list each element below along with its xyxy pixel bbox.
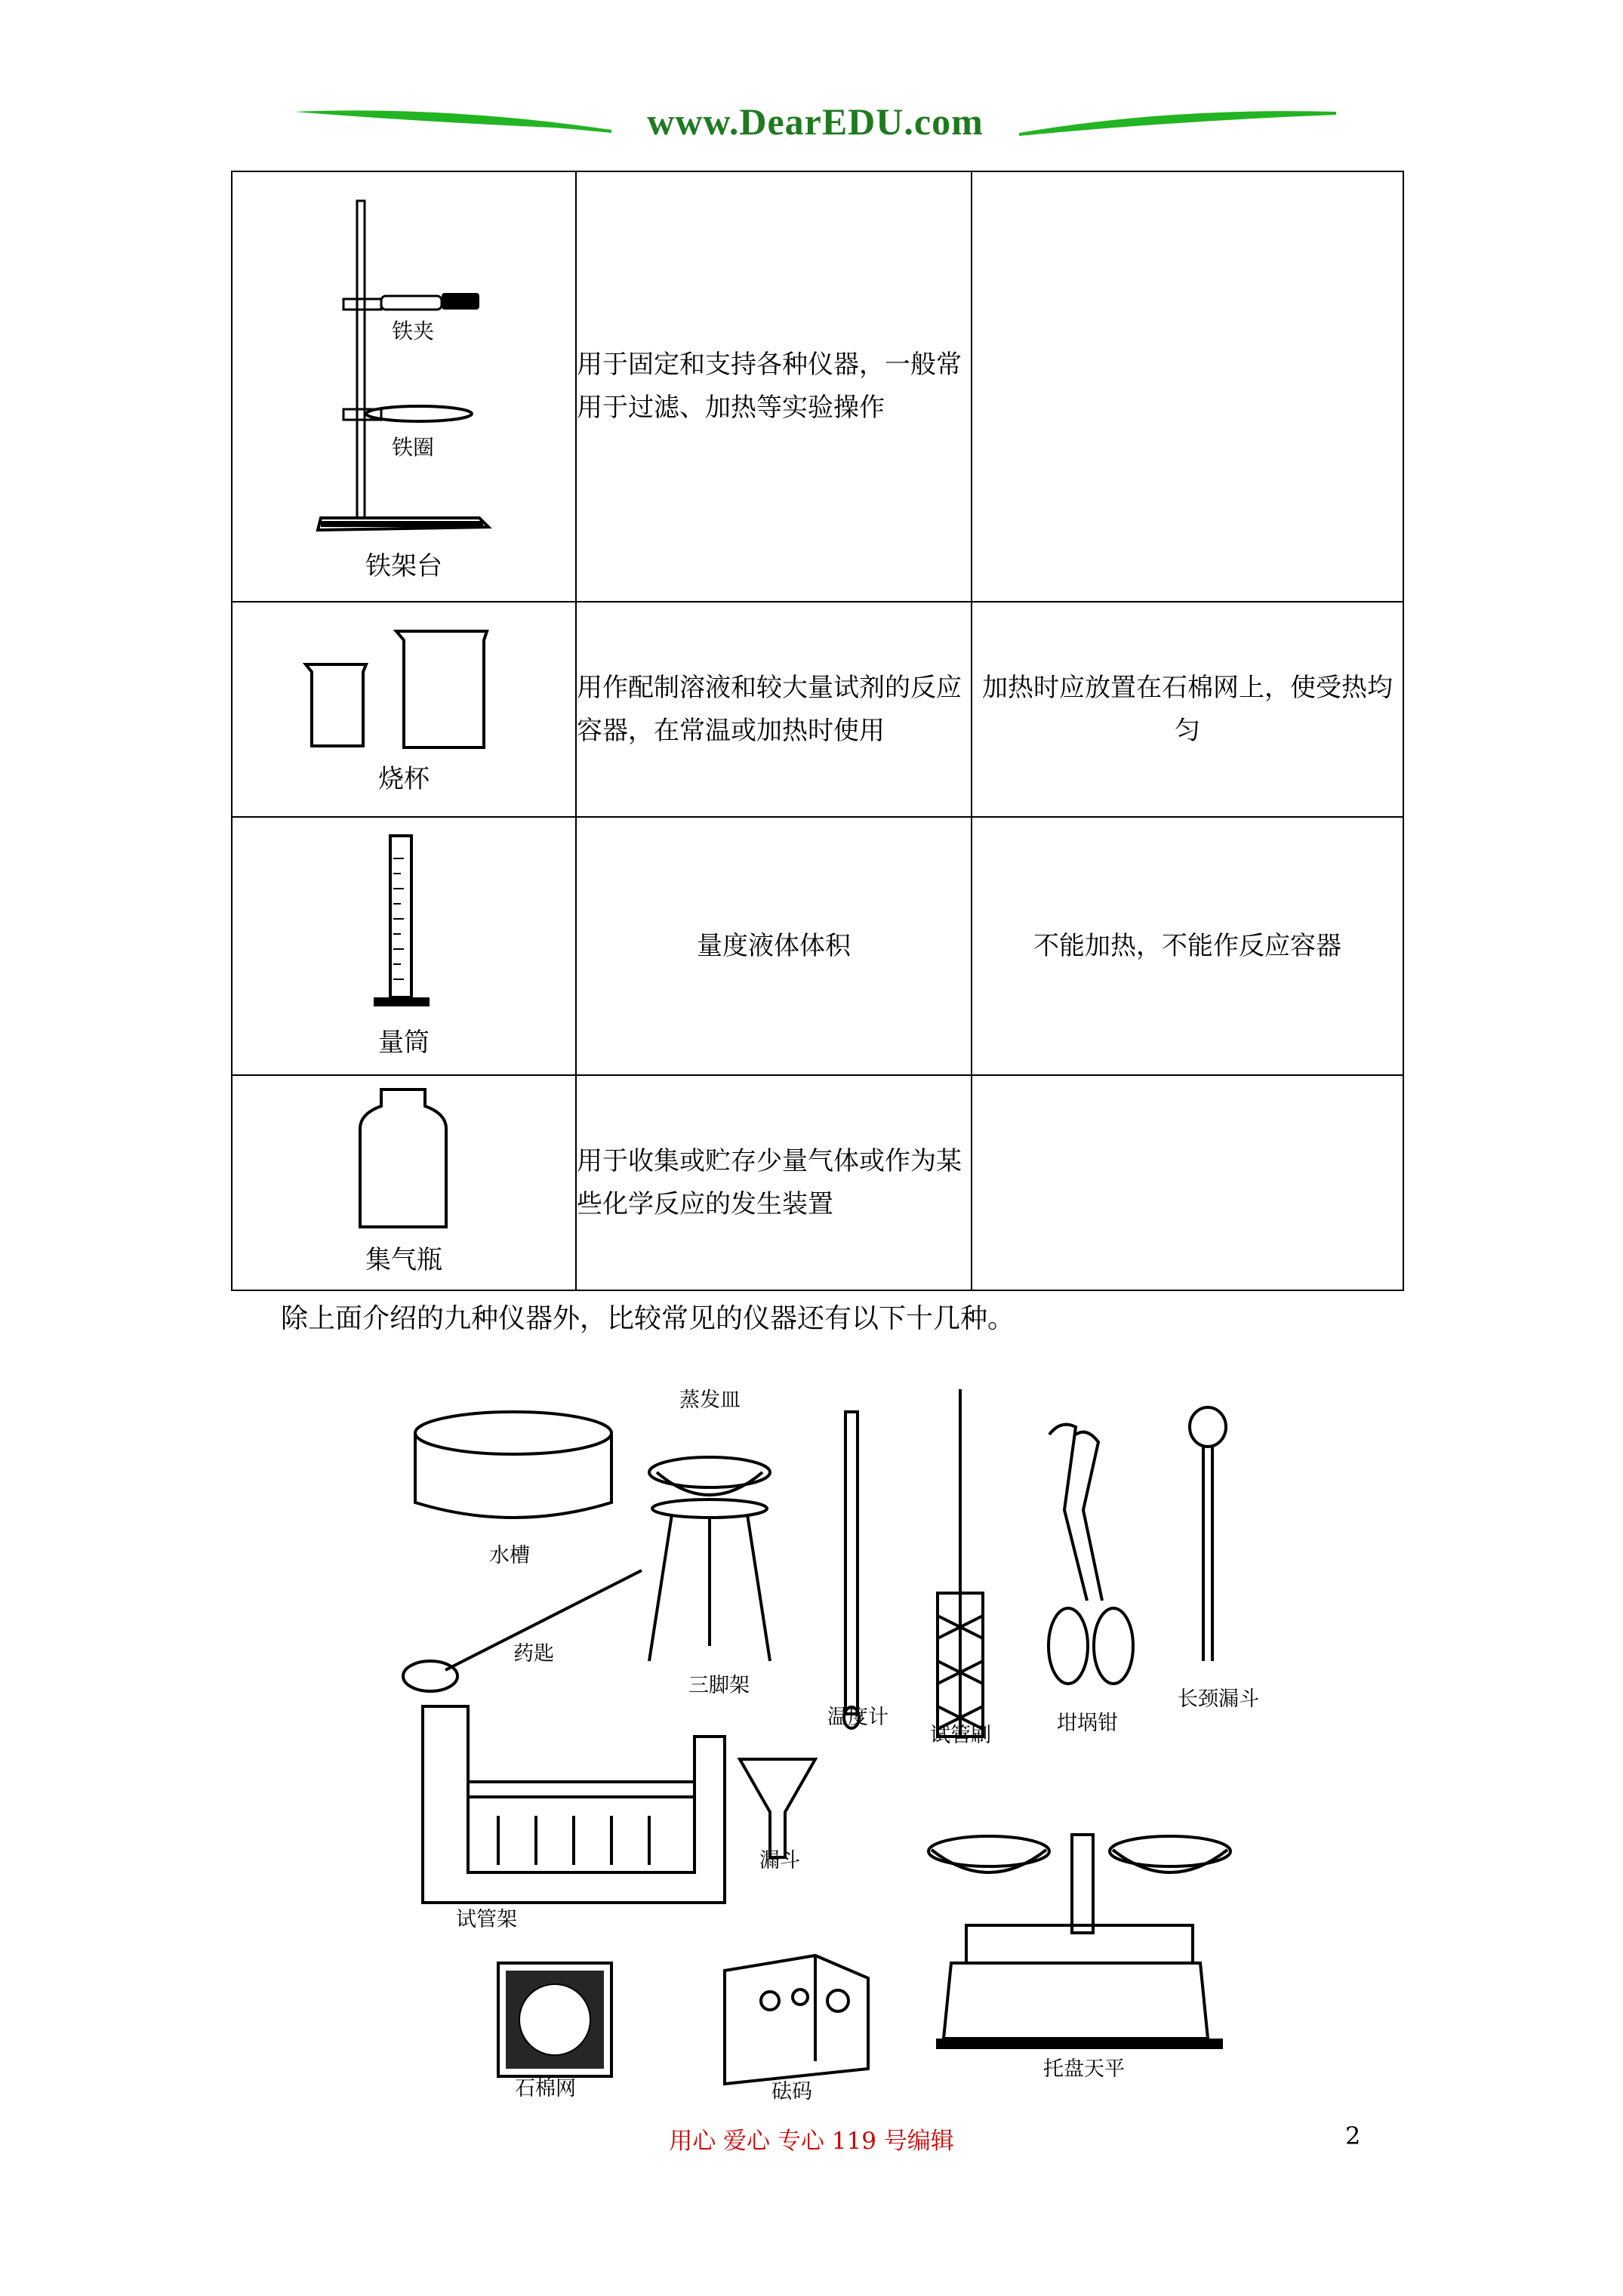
- beaker-illustration: [291, 618, 517, 754]
- apparatus-note: 不能加热，不能作反应容器: [972, 817, 1403, 1075]
- table-row: [232, 171, 1403, 602]
- label-loudou: 漏斗: [759, 1849, 800, 1872]
- apparatus-use: 量度液体体积: [576, 817, 972, 1075]
- label-shimianwang: 石棉网: [515, 2077, 576, 2100]
- apparatus-use: 用于收集或贮存少量气体或作为某些化学反应的发生装置: [576, 1075, 972, 1290]
- apparatus-table: [231, 171, 1404, 1291]
- label-yaochi: 药匙: [513, 1642, 554, 1666]
- apparatus-name: 烧杯: [378, 764, 430, 794]
- iron-clamp-label: 铁夹: [392, 318, 435, 344]
- apparatus-note: [972, 1075, 1403, 1290]
- label-shuicao: 水槽: [489, 1544, 530, 1567]
- apparatus-use: 用作配制溶液和较大量试剂的反应容器，在常温或加热时使用: [576, 602, 972, 817]
- beaker-cell: [232, 602, 576, 817]
- label-shiguanshua: 试管刷: [930, 1724, 991, 1747]
- gas-jar-illustration: [343, 1083, 464, 1234]
- table-row: [232, 602, 1403, 817]
- footer-text: 用心 爱心 专心 119 号编辑: [669, 2128, 954, 2155]
- apparatus-name: 量筒: [378, 1027, 430, 1058]
- label-zhengfamin: 蒸发皿: [679, 1388, 741, 1412]
- apparatus-drawings: [393, 1374, 1268, 2099]
- apparatus-name: 铁架台: [365, 550, 442, 581]
- apparatus-figure: [393, 1374, 1268, 2103]
- intro-paragraph: 除上面介绍的九种仪器外，比较常见的仪器还有以下十几种。: [281, 1303, 1015, 1334]
- graduated-cylinder-illustration: [359, 828, 449, 1017]
- apparatus-note: [972, 171, 1403, 602]
- label-shiguanjia: 试管架: [456, 1908, 517, 1931]
- label-tuopantianping: 托盘天平: [1043, 2057, 1125, 2081]
- apparatus-note: 加热时应放置在石棉网上，使受热均匀: [972, 602, 1403, 817]
- label-wenduji: 温度计: [827, 1706, 888, 1729]
- apparatus-use: 用于固定和支持各种仪器，一般常用于过滤、加热等实验操作: [576, 171, 972, 602]
- brand-title: www.DearEDU.com: [647, 100, 984, 143]
- header-banner: [294, 91, 1336, 151]
- apparatus-name: 集气瓶: [365, 1245, 442, 1275]
- iron-ring-label: 铁圈: [392, 434, 435, 460]
- label-ganguoqian: 坩埚钳: [1057, 1712, 1118, 1735]
- graduated-cylinder-cell: [232, 817, 576, 1075]
- table-row: [232, 1075, 1403, 1290]
- gas-jar-cell: [232, 1075, 576, 1290]
- label-changjinglou: 长颈漏斗: [1178, 1687, 1259, 1711]
- page-number: 2: [1345, 2122, 1361, 2150]
- label-fama: 砝码: [771, 2080, 812, 2103]
- table-row: [232, 817, 1403, 1075]
- label-sanjiaojia: 三脚架: [688, 1674, 750, 1697]
- iron-stand-illustration: [291, 186, 517, 541]
- iron-stand-cell: [232, 171, 576, 602]
